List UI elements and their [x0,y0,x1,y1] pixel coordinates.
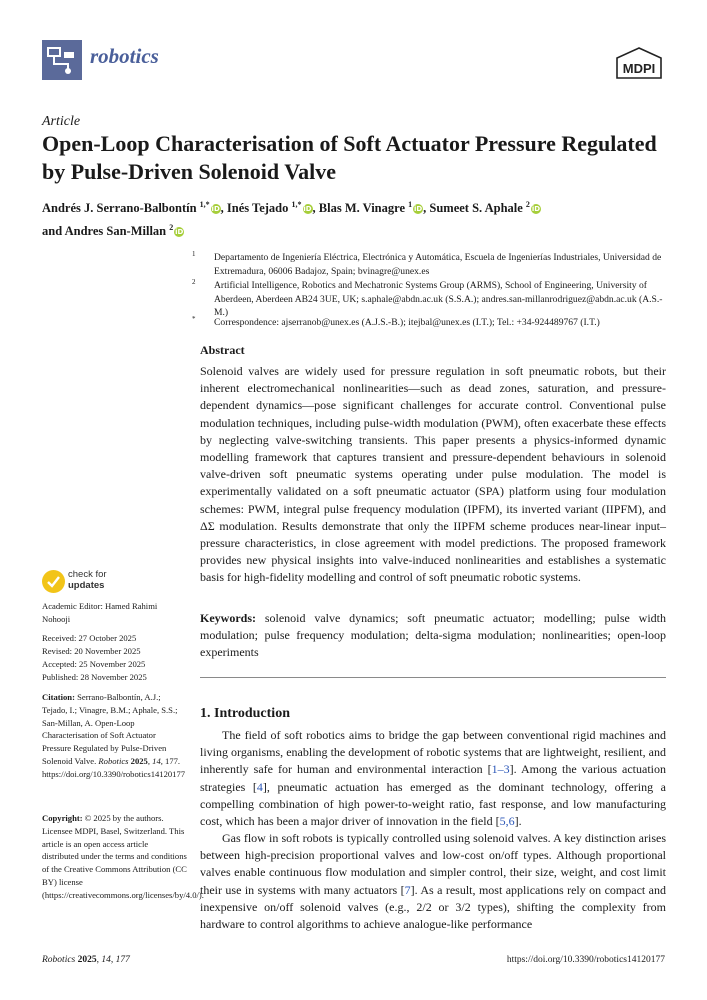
orcid-icon[interactable]: iD [531,205,541,214]
affiliation-2 [192,278,670,320]
correspondence [192,315,670,330]
orcid-icon[interactable]: iD [414,205,423,214]
check-line-1: check for [68,569,107,580]
abstract-heading: Abstract [200,343,245,357]
paragraph-text: ], pneumatic actuation has emerged as the dominant technology, offering a compelling combination of high power-to-weight ratio, fast response, and low manufacturing cost, which has been a major driver of innovation in the field [ [200,779,666,829]
author-name: Andres San-Millan [64,224,167,239]
orcid-icon[interactable]: iD [303,205,312,214]
received-date: Received: 27 October 2025 [42,633,137,643]
paragraph-text: Gas flow in soft robots is typically controlled using solenoid valves. A key distinction arises between high-precision proportional valves and low-cost on/off types. Although proportional valves enable continuous flow modulation and simpler control, their size, weight, and cost limit their use in systems with many actuators [ [200,831,666,897]
citation-text: Serrano-Balbontín, A.J.; Tejado, I.; Vinagre, B.M.; Aphale, S.S.; San-Millan, A. Open-Loop Characterisation of Soft Actuator Pressure Regulated by Pulse-Driven Solenoid Valve. [42,692,178,766]
article-type: Article [42,114,81,129]
intro-paragraph-2 [200,830,666,933]
citation-journal: Robotics [98,755,129,766]
affiliation-text: Departamento de Ingeniería Eléctrica, Electrónica y Automática, Escuela de Ingenierías Industriales, Universidad de Extremadura, 06006 Badajoz, Spain; bvinagre@unex.es [214,252,662,277]
citation-link[interactable]: 7 [404,882,411,897]
author-name: Sumeet S. Aphale [429,201,523,216]
author-affil-mark: 2 [525,200,530,209]
abstract-text: Solenoid valves are widely used for pressure regulation in soft pneumatic robots, but their inherent electromechanical nonlinearities—such as dead zones, saturation, and pressure-dependent dynamics—pose significant challenges for accurate control. Conventional pulse modulation techniques, including pulse-width modulation (PWM), often exacerbate these effects by neglecting valve-switching transients. This paper presents a physics-informed dynamic modelling framework that captures transient and pressure-dependent behaviours in solenoid valve-driven soft pneumatic systems operating under pulse modulation. The model is experimentally validated on a soft pneumatic actuator (SPA) platform using four modulation schemes: PWM, integral pulse frequency modulation (IPFM), its inverted variant (IIPFM), and ΔΣ modulation. Results demonstrate that only the IIPFM scheme produces near-linear input–pressure characteristics, in close agreement with model predictions. The proposed framework provides new physical insights into valve-induced nonlinearities and establishes a systematic basis for high-fidelity modelling and control of soft pneumatic robotic systems. [200,364,666,585]
citation-volume: 14 [152,755,161,766]
copyright-text: © 2025 by the authors. Licensee MDPI, Basel, Switzerland. This article is an open access article distributed under the terms and conditions of the Creative Commons Attribution (CC BY) license (https://creativecommons.org/licenses/by/4.0/). [42,813,204,900]
mdpi-logo [613,46,665,80]
author-name: Inés Tejado [226,201,289,216]
citation-link[interactable]: 1–3 [491,762,510,777]
section-heading-introduction: 1. Introduction [200,706,290,721]
accepted-date: Accepted: 25 November 2025 [42,659,146,669]
paragraph-text: The field of soft robotics aims to bridge the gap between conventional rigid machines and living organisms, enabling the development of robotic systems that are lightweight, resilient, and inherently safe for human and environmental interaction [ [200,728,666,777]
correspondence-text: Correspondence: ajserranob@unex.es (A.J.S.-B.); itejbal@unex.es (I.T.); Tel.: +34-924489767 (I.T.) [214,317,600,328]
author-name: Andrés J. Serrano-Balbontín [42,201,197,216]
published-date: Published: 28 November 2025 [42,672,147,682]
paragraph-text: ]. Among the various actuation strategies [ [200,762,666,794]
affiliation-mark: 1 [192,250,196,258]
keywords-label: Keywords: [200,611,256,625]
footer-volume-page: 14, 177 [101,955,130,965]
affiliation-1 [192,250,670,278]
citation-label: Citation: [42,692,75,702]
paragraph-text: ]. As a result, most applications rely on compact and inexpensive on/off solenoid valves (e.g., 2/2 or 3/2 types), shifting the complexity from hardware to control algorithms to achieve analogue-like performance [200,882,666,932]
citation-link[interactable]: 5,6 [499,814,515,829]
journal-name: robotics [90,44,159,68]
copyright-label: Copyright: [42,813,83,823]
author-affil-mark: 2 [169,223,174,233]
intro-paragraph-1 [200,727,666,830]
author-affil-mark: 1,* [199,200,210,209]
keywords [200,610,666,662]
check-for-updates-icon[interactable] [42,570,65,593]
author-list: Andrés J. Serrano-Balbontín $^{1,*}$iD, Inés Tejado $^{1,*}$iD, Blas M. Vinagre $^1$iD, Sumeet S. Aphale $^2$iD and Andres San-Millan $^2$iD [42,200,541,239]
section-divider [200,677,666,678]
paragraph-text: ]. [514,814,522,829]
footer-citation: Robotics 2025, 14, 177 [42,955,130,965]
paper-title: Open-Loop Characterisation of Soft Actuator Pressure Regulated by Pulse-Driven Solenoid Valve [42,131,657,184]
citation-doi[interactable]: , 177. https://doi.org/10.3390/robotics14120177 [42,755,186,779]
author-affil-mark: 1 [408,200,413,209]
check-line-2: updates [68,579,105,591]
mdpi-logo-text: MDPI [622,61,656,76]
keywords-text: solenoid valve dynamics; soft pneumatic actuator; modelling; pulse width modulation; pulse frequency modulation; delta-sigma modulation; nonlinearities; open-loop experiments [200,611,667,660]
copyright-block [42,812,204,902]
journal-logo-icon [42,40,82,80]
citation-block: Citation: Serrano-Balbontín, A.J.; Tejado, I.; Vinagre, B.M.; Aphale, S.S.; San-Millan, A. Open-Loop Characterisation of Soft Actuator Pressure Regulated by Pulse-Driven Solenoid Valve. Robotics 2025, 14, 177. https://doi.org/10.3390/robotics14120177 [42,692,186,779]
citation-link[interactable]: 4 [256,779,263,794]
academic-editor: Academic Editor: Hamed Rahimi Nohooji [42,601,158,624]
author-affil-mark: 1,* [291,200,302,209]
orcid-icon[interactable]: iD [175,228,184,237]
author-and: and [42,224,63,239]
revised-date: Revised: 20 November 2025 [42,646,141,656]
check-for-updates-label[interactable] [68,570,107,591]
footer-doi[interactable]: https://doi.org/10.3390/robotics14120177 [506,955,665,965]
affiliation-mark: * [192,315,196,323]
affiliation-text: Artificial Intelligence, Robotics and Mechatronic Systems Group (ARMS), School of Engineering, University of Aberdeen, Aberdeen AB24 3UE, UK; s.aphale@abdn.ac.uk (S.S.A.); andres.san-millanrodriguez@abdn.ac.uk (A.S.-M.) [214,280,663,318]
author-name: Blas M. Vinagre [318,201,405,216]
footer-journal: Robotics [42,955,76,965]
footer-year: 2025 [77,955,97,965]
affiliation-mark: 2 [192,278,196,286]
orcid-icon[interactable]: iD [211,205,220,214]
citation-year: 2025 [130,755,148,766]
